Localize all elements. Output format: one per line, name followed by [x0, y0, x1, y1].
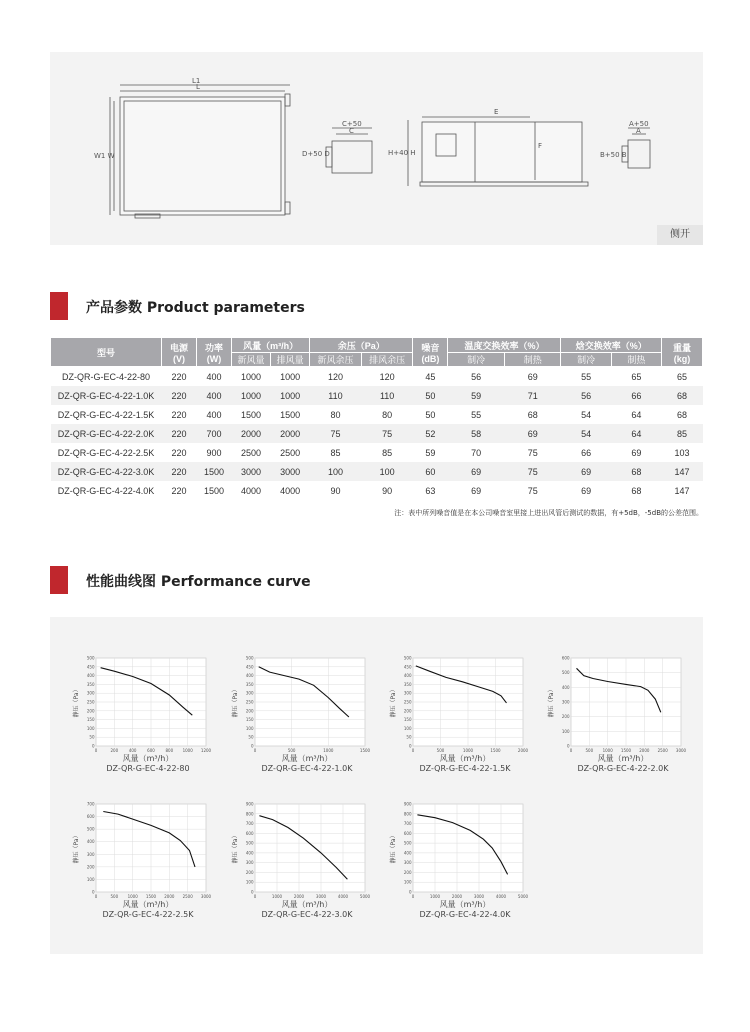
x-tick-label: 2000: [639, 748, 650, 753]
x-tick-label: 600: [147, 748, 155, 753]
table-cell: 110: [310, 386, 362, 405]
table-cell: 3000: [271, 462, 310, 481]
y-tick-label: 0: [408, 743, 412, 749]
x-tick-label: 0: [94, 748, 98, 753]
table-cell: 69: [504, 424, 561, 443]
y-tick-label: 450: [403, 664, 412, 670]
th-airflow: 风量（m³/h）: [232, 338, 310, 353]
table-note: 注：表中所列噪音值是在本公司噪音室里接上进出风管后测试的数据，有+5dB，-5dB的公差范围。: [394, 509, 703, 517]
y-tick-label: 400: [403, 673, 412, 679]
x-axis-label: 风量（m³/h）: [122, 754, 174, 763]
y-tick-label: 200: [403, 708, 412, 714]
table-cell: 55: [581, 371, 592, 382]
table-cell: 45: [425, 371, 436, 382]
y-tick-label: 300: [403, 860, 412, 866]
section-accent-bar: [50, 292, 68, 320]
y-tick-label: 400: [403, 850, 412, 856]
y-tick-label: 100: [86, 725, 95, 731]
label-e: E: [494, 108, 499, 116]
th-weight: 重量 (kg): [662, 338, 703, 367]
performance-chart: [233, 654, 373, 756]
table-cell: 68: [662, 386, 703, 405]
table-cell: 50: [413, 386, 448, 405]
x-tick-label: 2500: [657, 748, 668, 753]
side-opening-button[interactable]: 侧开: [657, 225, 703, 245]
x-tick-label: 0: [569, 748, 573, 753]
chart-title: DZ-QR-G-EC-4-22-80: [106, 764, 190, 773]
y-tick-label: 200: [86, 864, 95, 870]
x-tick-label: 1200: [200, 748, 212, 753]
y-tick-label: 700: [86, 801, 95, 807]
y-tick-label: 500: [86, 655, 95, 661]
y-tick-label: 450: [245, 664, 254, 670]
table-cell: 75: [310, 424, 362, 443]
table-cell: 75: [361, 424, 413, 443]
table-cell: 2000: [271, 424, 310, 443]
table-cell: 63: [425, 485, 436, 496]
x-tick-label: 0: [253, 748, 257, 753]
y-tick-label: 0: [408, 889, 412, 895]
th-pressure-fresh: 新风余压: [310, 353, 362, 367]
x-tick-label: 0: [94, 894, 98, 899]
th-noise: 噪音 (dB): [413, 338, 448, 367]
table-cell: 1500: [197, 462, 232, 481]
x-tick-label: 400: [128, 748, 137, 753]
x-tick-label: 1000: [182, 748, 193, 753]
x-tick-label: 1000: [271, 894, 283, 899]
y-tick-label: 150: [245, 717, 254, 723]
table-cell: 80: [382, 409, 393, 420]
table-cell: 69: [527, 371, 538, 382]
y-tick-label: 600: [245, 830, 254, 836]
table-cell: 1500: [203, 485, 225, 496]
table-cell: 2000: [232, 424, 271, 443]
table-cell: 85: [382, 447, 393, 458]
label-c50: C+50: [342, 120, 362, 128]
label-d50d: D+50 D: [302, 150, 330, 158]
label-a50: A+50: [629, 120, 649, 128]
table-cell: 220: [162, 462, 197, 481]
section-accent-bar: [50, 566, 68, 594]
table-cell: 400: [197, 386, 232, 405]
y-tick-label: 200: [86, 708, 95, 714]
table-row: [51, 462, 703, 481]
unit-body: [120, 97, 285, 215]
y-tick-label: 100: [86, 876, 95, 882]
table-cell: 1000: [232, 386, 271, 405]
params-section-title: 产品参数 Product parameters: [86, 300, 305, 316]
x-tick-label: 3000: [200, 894, 212, 899]
table-cell: 68: [527, 409, 538, 420]
cell-model: DZ-QR-G-EC-4-22-1.5K: [57, 409, 155, 420]
y-tick-label: 100: [245, 725, 254, 731]
x-axis-label: 风量（m³/h）: [122, 900, 174, 909]
y-tick-label: 300: [86, 851, 95, 857]
y-tick-label: 250: [245, 699, 254, 705]
table-row: [51, 367, 703, 387]
table-cell: 400: [206, 409, 222, 420]
table-cell: 85: [330, 447, 341, 458]
y-tick-label: 0: [566, 743, 570, 749]
performance-chart: [391, 654, 531, 756]
x-tick-label: 2000: [293, 894, 305, 899]
y-tick-label: 500: [86, 826, 95, 832]
table-cell: 64: [631, 409, 642, 420]
table-cell: 56: [471, 371, 482, 382]
table-cell: 120: [379, 371, 395, 382]
x-tick-label: 500: [110, 894, 119, 899]
table-cell: 59: [448, 386, 505, 405]
table-cell: 71: [504, 386, 561, 405]
th-wattage: 功率 (W): [197, 338, 232, 367]
table-cell: 59: [425, 447, 436, 458]
y-tick-label: 800: [403, 811, 412, 817]
y-tick-label: 500: [245, 840, 254, 846]
x-tick-label: 1000: [429, 894, 441, 899]
table-cell: 2500: [280, 447, 301, 458]
performance-chart: [74, 654, 214, 756]
label-f: F: [538, 142, 543, 150]
y-tick-label: 100: [561, 728, 570, 734]
y-tick-label: 100: [403, 725, 412, 731]
table-cell: 65: [676, 371, 687, 382]
y-tick-label: 250: [86, 699, 95, 705]
y-tick-label: 600: [561, 655, 570, 661]
table-cell: 90: [382, 485, 393, 496]
table-cell: 90: [330, 485, 341, 496]
label-a: A: [636, 127, 641, 135]
y-tick-label: 100: [245, 879, 254, 885]
dimension-drawing: [50, 52, 703, 245]
table-cell: 70: [471, 447, 482, 458]
x-tick-label: 1500: [620, 748, 632, 753]
y-tick-label: 300: [86, 690, 95, 696]
x-tick-label: 1500: [490, 748, 501, 753]
y-tick-label: 400: [561, 684, 570, 690]
table-cell: 68: [611, 462, 661, 481]
label-c: C: [349, 127, 354, 135]
plot-area: [255, 804, 365, 892]
duct-ab: [628, 140, 650, 168]
table-cell: 220: [171, 485, 187, 496]
table-cell: 3000: [232, 462, 271, 481]
y-tick-label: 0: [91, 743, 95, 749]
table-cell: 100: [310, 462, 362, 481]
table-cell: 75: [527, 485, 538, 496]
unit-flange: [285, 202, 290, 214]
front-view: [422, 122, 582, 182]
label-l1: L1: [192, 77, 201, 85]
table-cell: 4000: [280, 485, 301, 496]
table-cell: 1000: [280, 371, 301, 382]
table-row: [51, 481, 703, 500]
chart-title: DZ-QR-G-EC-4-22-1.0K: [261, 764, 353, 773]
cell-model: DZ-QR-G-EC-4-22-4.0K: [57, 485, 155, 496]
y-tick-label: 200: [245, 869, 254, 875]
table-cell: 54: [581, 409, 592, 420]
y-tick-label: 300: [245, 690, 254, 696]
table-row: [51, 405, 703, 424]
y-tick-label: 900: [245, 801, 254, 807]
chart-title: DZ-QR-G-EC-4-22-1.5K: [419, 764, 511, 773]
label-h40h: H+40 H: [388, 149, 416, 157]
th-temp-cool: 制冷: [448, 353, 505, 367]
table-cell: 69: [561, 462, 611, 481]
performance-chart: [549, 654, 689, 756]
y-tick-label: 700: [403, 821, 412, 827]
y-tick-label: 250: [403, 699, 412, 705]
y-tick-label: 0: [250, 743, 254, 749]
y-tick-label: 400: [245, 673, 254, 679]
performance-chart: [74, 800, 214, 902]
table-cell: 103: [674, 447, 690, 458]
x-axis-label: 风量（m³/h）: [281, 900, 333, 909]
table-cell: 68: [631, 485, 642, 496]
x-axis-label: 风量（m³/h）: [597, 754, 649, 763]
table-cell: 80: [330, 409, 341, 420]
table-cell: 700: [197, 424, 232, 443]
product-parameters-table: [50, 337, 703, 500]
x-tick-label: 3000: [473, 894, 485, 899]
chart-title: DZ-QR-G-EC-4-22-3.0K: [261, 910, 353, 919]
x-tick-label: 5000: [359, 894, 371, 899]
th-power: 电源 (V): [162, 338, 197, 367]
y-tick-label: 400: [86, 673, 95, 679]
table-cell: 4000: [241, 485, 262, 496]
front-base: [420, 182, 588, 186]
table-body: [51, 367, 703, 501]
x-tick-label: 1000: [127, 894, 138, 899]
y-tick-label: 400: [86, 839, 95, 845]
y-tick-label: 200: [561, 714, 570, 720]
y-tick-label: 50: [89, 734, 95, 740]
duct-cd: [332, 141, 372, 173]
th-airflow-fresh: 新风量: [232, 353, 271, 367]
table-cell: 900: [206, 447, 222, 458]
table-cell: 64: [611, 424, 661, 443]
table-cell: 220: [162, 424, 197, 443]
y-tick-label: 500: [245, 655, 254, 661]
x-tick-label: 1500: [145, 894, 157, 899]
x-axis-label: 风量（m³/h）: [439, 754, 491, 763]
table-cell: 1000: [271, 386, 310, 405]
y-tick-label: 700: [245, 821, 254, 827]
y-axis-label: 静压（Pa）: [73, 686, 80, 718]
table-cell: 400: [206, 371, 222, 382]
y-axis-label: 静压（Pa）: [232, 832, 239, 864]
y-tick-label: 150: [403, 717, 412, 723]
x-tick-label: 3000: [675, 748, 687, 753]
x-tick-label: 5000: [517, 894, 529, 899]
x-tick-label: 0: [411, 748, 415, 753]
table-row: [51, 424, 703, 443]
th-temp-eff: 温度交换效率（%）: [448, 338, 561, 353]
x-tick-label: 800: [165, 748, 174, 753]
table-cell: 69: [471, 485, 482, 496]
x-axis-label: 风量（m³/h）: [281, 754, 333, 763]
x-axis-label: 风量（m³/h）: [439, 900, 491, 909]
table-row: [51, 443, 703, 462]
x-tick-label: 0: [253, 894, 257, 899]
chart-title: DZ-QR-G-EC-4-22-4.0K: [419, 910, 511, 919]
cell-model: DZ-QR-G-EC-4-22-2.0K: [51, 424, 162, 443]
table-cell: 60: [413, 462, 448, 481]
x-tick-label: 3000: [315, 894, 327, 899]
label-w1w: W1 W: [94, 152, 115, 160]
chart-title: DZ-QR-G-EC-4-22-2.5K: [102, 910, 194, 919]
table-row: [51, 386, 703, 405]
y-tick-label: 0: [91, 889, 95, 895]
table-cell: 58: [448, 424, 505, 443]
x-tick-label: 4000: [337, 894, 349, 899]
table-cell: 68: [676, 409, 687, 420]
y-tick-label: 600: [86, 814, 95, 820]
table-cell: 220: [162, 386, 197, 405]
table-cell: 66: [611, 386, 661, 405]
y-tick-label: 350: [86, 681, 95, 687]
y-tick-label: 500: [561, 670, 570, 676]
y-tick-label: 300: [245, 860, 254, 866]
x-tick-label: 200: [110, 748, 119, 753]
table-cell: 56: [561, 386, 611, 405]
th-model: 型号: [51, 338, 162, 367]
th-enth-eff: 焓交换效率（%）: [561, 338, 662, 353]
y-tick-label: 0: [250, 889, 254, 895]
x-tick-label: 1500: [359, 748, 371, 753]
cell-model: DZ-QR-G-EC-4-22-1.0K: [51, 386, 162, 405]
x-tick-label: 4000: [495, 894, 507, 899]
y-tick-label: 300: [403, 690, 412, 696]
table-cell: 66: [581, 447, 592, 458]
y-tick-label: 350: [403, 681, 412, 687]
table-cell: 1000: [241, 371, 262, 382]
y-axis-label: 静压（Pa）: [390, 832, 397, 864]
x-tick-label: 2000: [164, 894, 175, 899]
unit-flange: [285, 94, 290, 106]
y-axis-label: 静压（Pa）: [390, 686, 397, 718]
label-l: L: [196, 83, 200, 91]
y-axis-label: 静压（Pa）: [548, 686, 555, 718]
x-tick-label: 2000: [451, 894, 463, 899]
x-tick-label: 500: [585, 748, 594, 753]
th-pressure: 余压（Pa）: [310, 338, 413, 353]
y-tick-label: 50: [248, 734, 254, 740]
x-tick-label: 1000: [323, 748, 334, 753]
y-tick-label: 50: [406, 734, 412, 740]
table-cell: 110: [361, 386, 413, 405]
table-cell: 100: [361, 462, 413, 481]
table-cell: 120: [327, 371, 343, 382]
cell-model: DZ-QR-G-EC-4-22-2.5K: [57, 447, 155, 458]
y-axis-label: 静压（Pa）: [73, 832, 80, 864]
y-tick-label: 800: [245, 811, 254, 817]
table-cell: 52: [413, 424, 448, 443]
y-tick-label: 900: [403, 801, 412, 807]
table-cell: 65: [631, 371, 642, 382]
table-cell: 75: [527, 447, 538, 458]
y-axis-label: 静压（Pa）: [232, 686, 239, 718]
y-tick-label: 600: [403, 830, 412, 836]
th-airflow-exhaust: 排风量: [271, 353, 310, 367]
table-cell: 1500: [280, 409, 301, 420]
table-cell: 147: [662, 462, 703, 481]
y-tick-label: 200: [245, 708, 254, 714]
table-cell: 2500: [241, 447, 262, 458]
y-tick-label: 350: [245, 681, 254, 687]
table-cell: 50: [425, 409, 436, 420]
y-tick-label: 450: [86, 664, 95, 670]
y-tick-label: 200: [403, 869, 412, 875]
label-b50b: B+50 B: [600, 151, 627, 159]
table-cell: 54: [561, 424, 611, 443]
x-tick-label: 1000: [602, 748, 613, 753]
x-tick-label: 500: [287, 748, 296, 753]
table-cell: 69: [631, 447, 642, 458]
table-cell: 85: [662, 424, 703, 443]
table-cell: 69: [448, 462, 505, 481]
y-tick-label: 150: [86, 717, 95, 723]
th-enth-cool: 制冷: [561, 353, 611, 367]
table-cell: 55: [471, 409, 482, 420]
table-cell: 69: [581, 485, 592, 496]
y-tick-label: 100: [403, 879, 412, 885]
curve-section-title: 性能曲线图 Performance curve: [86, 574, 311, 590]
y-tick-label: 500: [403, 840, 412, 846]
y-tick-label: 400: [245, 850, 254, 856]
x-tick-label: 500: [436, 748, 445, 753]
chart-title: DZ-QR-G-EC-4-22-2.0K: [577, 764, 669, 773]
table-cell: 220: [171, 409, 187, 420]
performance-chart: [233, 800, 373, 902]
x-tick-label: 1000: [462, 748, 474, 753]
cell-model: DZ-QR-G-EC-4-22-80: [61, 371, 150, 382]
th-enth-heat: 制热: [611, 353, 661, 367]
x-tick-label: 2500: [182, 894, 193, 899]
y-tick-label: 300: [561, 699, 570, 705]
performance-chart: [391, 800, 531, 902]
x-tick-label: 0: [411, 894, 415, 899]
table-cell: 220: [171, 371, 187, 382]
x-tick-label: 2000: [517, 748, 529, 753]
y-tick-label: 500: [403, 655, 412, 661]
table-cell: 147: [674, 485, 690, 496]
table-cell: 75: [504, 462, 561, 481]
th-temp-heat: 制热: [504, 353, 561, 367]
cell-model: DZ-QR-G-EC-4-22-3.0K: [51, 462, 162, 481]
table-cell: 220: [171, 447, 187, 458]
table-cell: 1500: [241, 409, 262, 420]
th-pressure-exhaust: 排风余压: [361, 353, 413, 367]
